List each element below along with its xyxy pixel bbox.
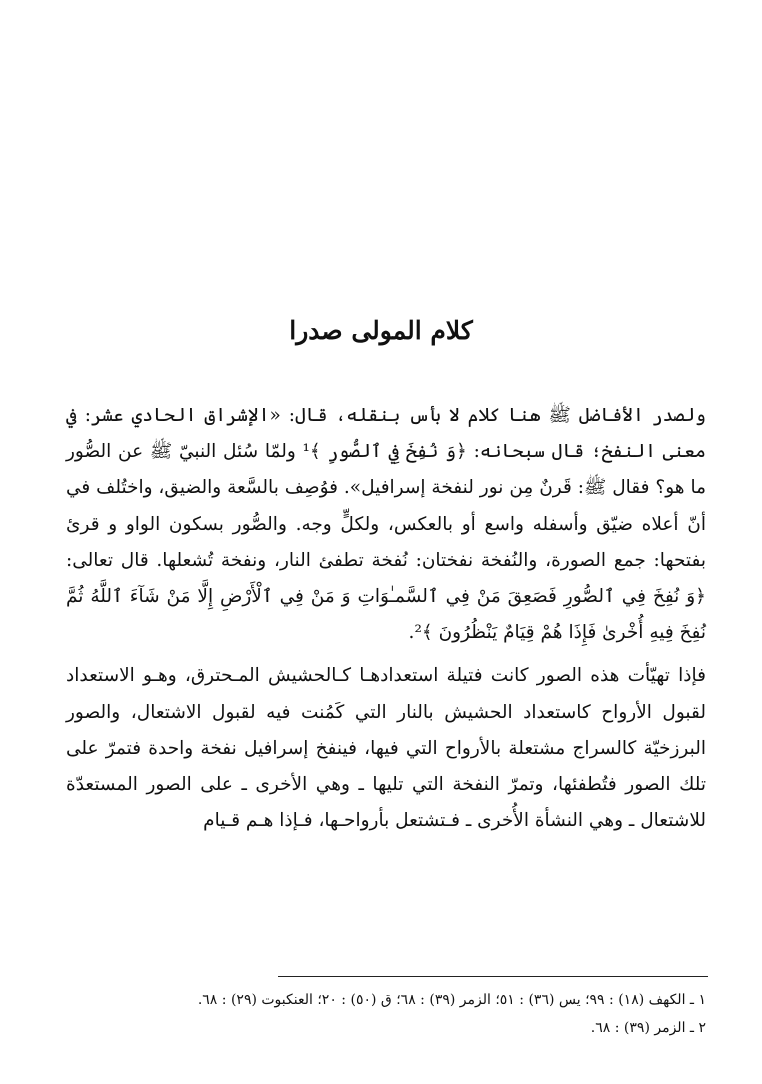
footnote-1: ١ ـ الكهف (١٨) : ٩٩؛ يس (٣٦) : ٥١؛ الزمر (٣٩) : ٦٨؛ ق (٥٠) : ٢٠؛ العنكبوت (٢٩) : ٦٨. — [197, 992, 706, 1008]
footnotes — [60, 986, 706, 1042]
main-text — [66, 398, 706, 839]
section-title: كلام المولى صدرا — [289, 316, 473, 345]
paragraph-2: فإذا تهيّأت هذه الصور كانت فتيلة استعدادهـا كـالحشيش المـحترق، وهـو الاستعداد لقبول الأرواح كاستعداد الحشيش بالنار التي كَمُنت فيه لقبول الاشتعال، والصور البرزخيّة كالسراج مشتعلة بالأرواح التي فيها، فينفخ إسرافيل نفخة واحدة فتمرّ على تلك الصور فتُطفئها، وتمرّ النفخة التي تليها ـ وهي الأخرى ـ على الصور المستعدّة للاشتعال ـ وهي النشأة الأُخرى ـ فـتشتعل بأرواحـها، فـإذا هـم قـيام — [66, 665, 706, 832]
footnote-2: ٢ ـ الزمر (٣٩) : ٦٨. — [590, 1020, 706, 1036]
footnote-divider — [278, 976, 708, 977]
paragraph-1: ولصدر الأفاضل ﷺ هنا كلام لا بأس بنقله، قال: «الإشراق الحادي عشر: في معنى النفخ؛ قال سبحانه: ﴿وَ نُفِخَ فِي ٱلصُّورِ ﴾¹ ولمّا سُئل النبيّ ﷺ عن الصُّور ما هو؟ فقال ﷺ: قَرنٌ مِن نور لنفخة إسرافيل». فوُصِف بالسَّعة والضيق، واختُلف في أنّ أعلاه ضيّق وأسفله واسع أو بالعكس، ولكلٍّ وجه. والصُّور بسكون الواو و قرئ بفتحها: جمع الصورة، والنُفخة نفختان: نُفخة تطفئ النار، ونفخة تُشعلها. قال تعالى: ﴿وَ نُفِخَ فِي ٱلصُّورِ فَصَعِقَ مَنْ فِي ٱلسَّمـٰوَاتِ وَ مَنْ فِي ٱلْأَرْضِ إِلَّا مَنْ شَآءَ ٱللَّهُ ثُمَّ نُفِخَ فِيهِ أُخْرىٰ فَإِذَا هُمْ قِيَامٌ يَنْظُرُونَ ﴾². — [66, 405, 706, 644]
